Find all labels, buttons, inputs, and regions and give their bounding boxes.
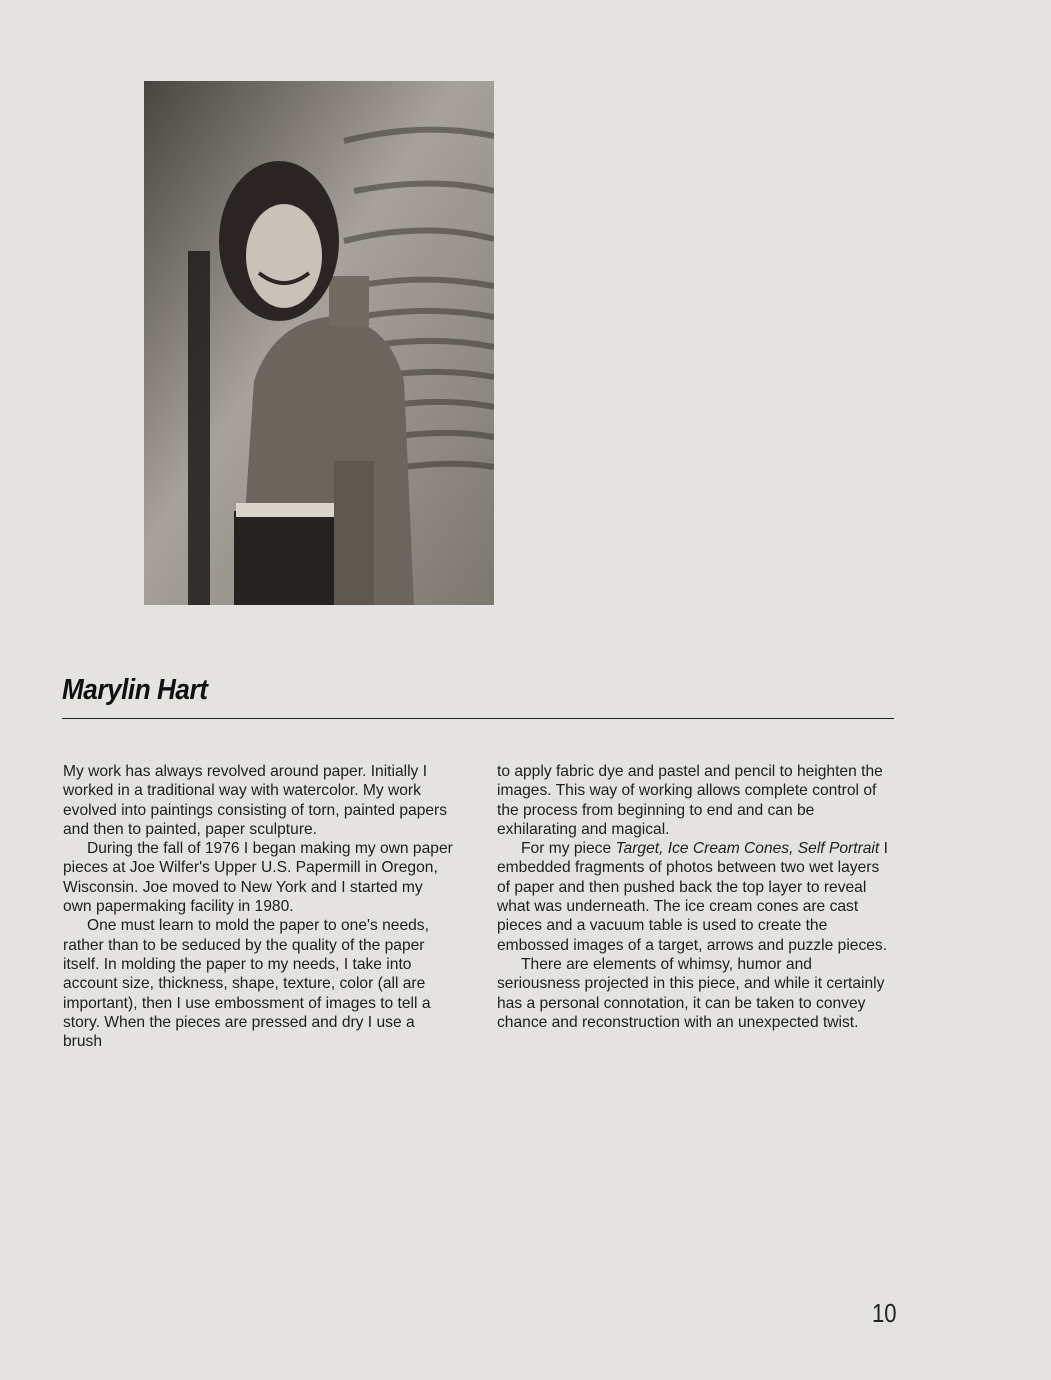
artwork-title: Target, Ice Cream Cones, Self Portrait (615, 840, 880, 858)
paragraph-text: I embedded fragments of photos between two wet layers of paper and then pushed back the top layer to reveal what was underneath. The ice cream cones are cast pieces and a vacuum table is used to create the embossed images of a target, arrows and puzzle pieces. (497, 840, 888, 954)
paragraph-text: For my piece (521, 840, 616, 858)
heading-divider (62, 718, 894, 719)
page-number: 10 (872, 1298, 897, 1328)
paragraph: to apply fabric dye and pastel and pencil to heighten the images. This way of working allows complete control of the process from beginning to end and can be exhilarating and magical. (497, 763, 883, 838)
portrait-photo (144, 81, 494, 605)
paragraph: One must learn to mold the paper to one's needs, rather than to be seduced by the quality of the paper itself. In molding the paper to my needs, I take into account size, thickness, shape, texture, color (all are important), then I use embossment of images to tell a story. When the pieces are pressed and dry I use a brush (63, 917, 431, 1051)
paragraph: There are elements of whimsy, humor and seriousness projected in this piece, and while it certainly has a personal connotation, it can be taken to convey chance and reconstruction with an unexpected twist. (497, 955, 885, 1031)
portrait-illustration (144, 81, 494, 605)
artist-name-heading: Marylin Hart (62, 674, 208, 706)
text-column-right (497, 762, 889, 1032)
paragraph: During the fall of 1976 I began making my own paper pieces at Joe Wilfer's Upper U.S. Papermill in Oregon, Wisconsin. Joe moved to New York and I started my own papermaking facility in 1980. (63, 840, 453, 916)
paragraph (497, 839, 889, 955)
paragraph: My work has always revolved around paper. Initially I worked in a traditional way with watercolor. My work evolved into paintings consisting of torn, painted papers and then to painted, paper sculpture. (63, 763, 448, 838)
text-column-left (63, 762, 455, 1051)
